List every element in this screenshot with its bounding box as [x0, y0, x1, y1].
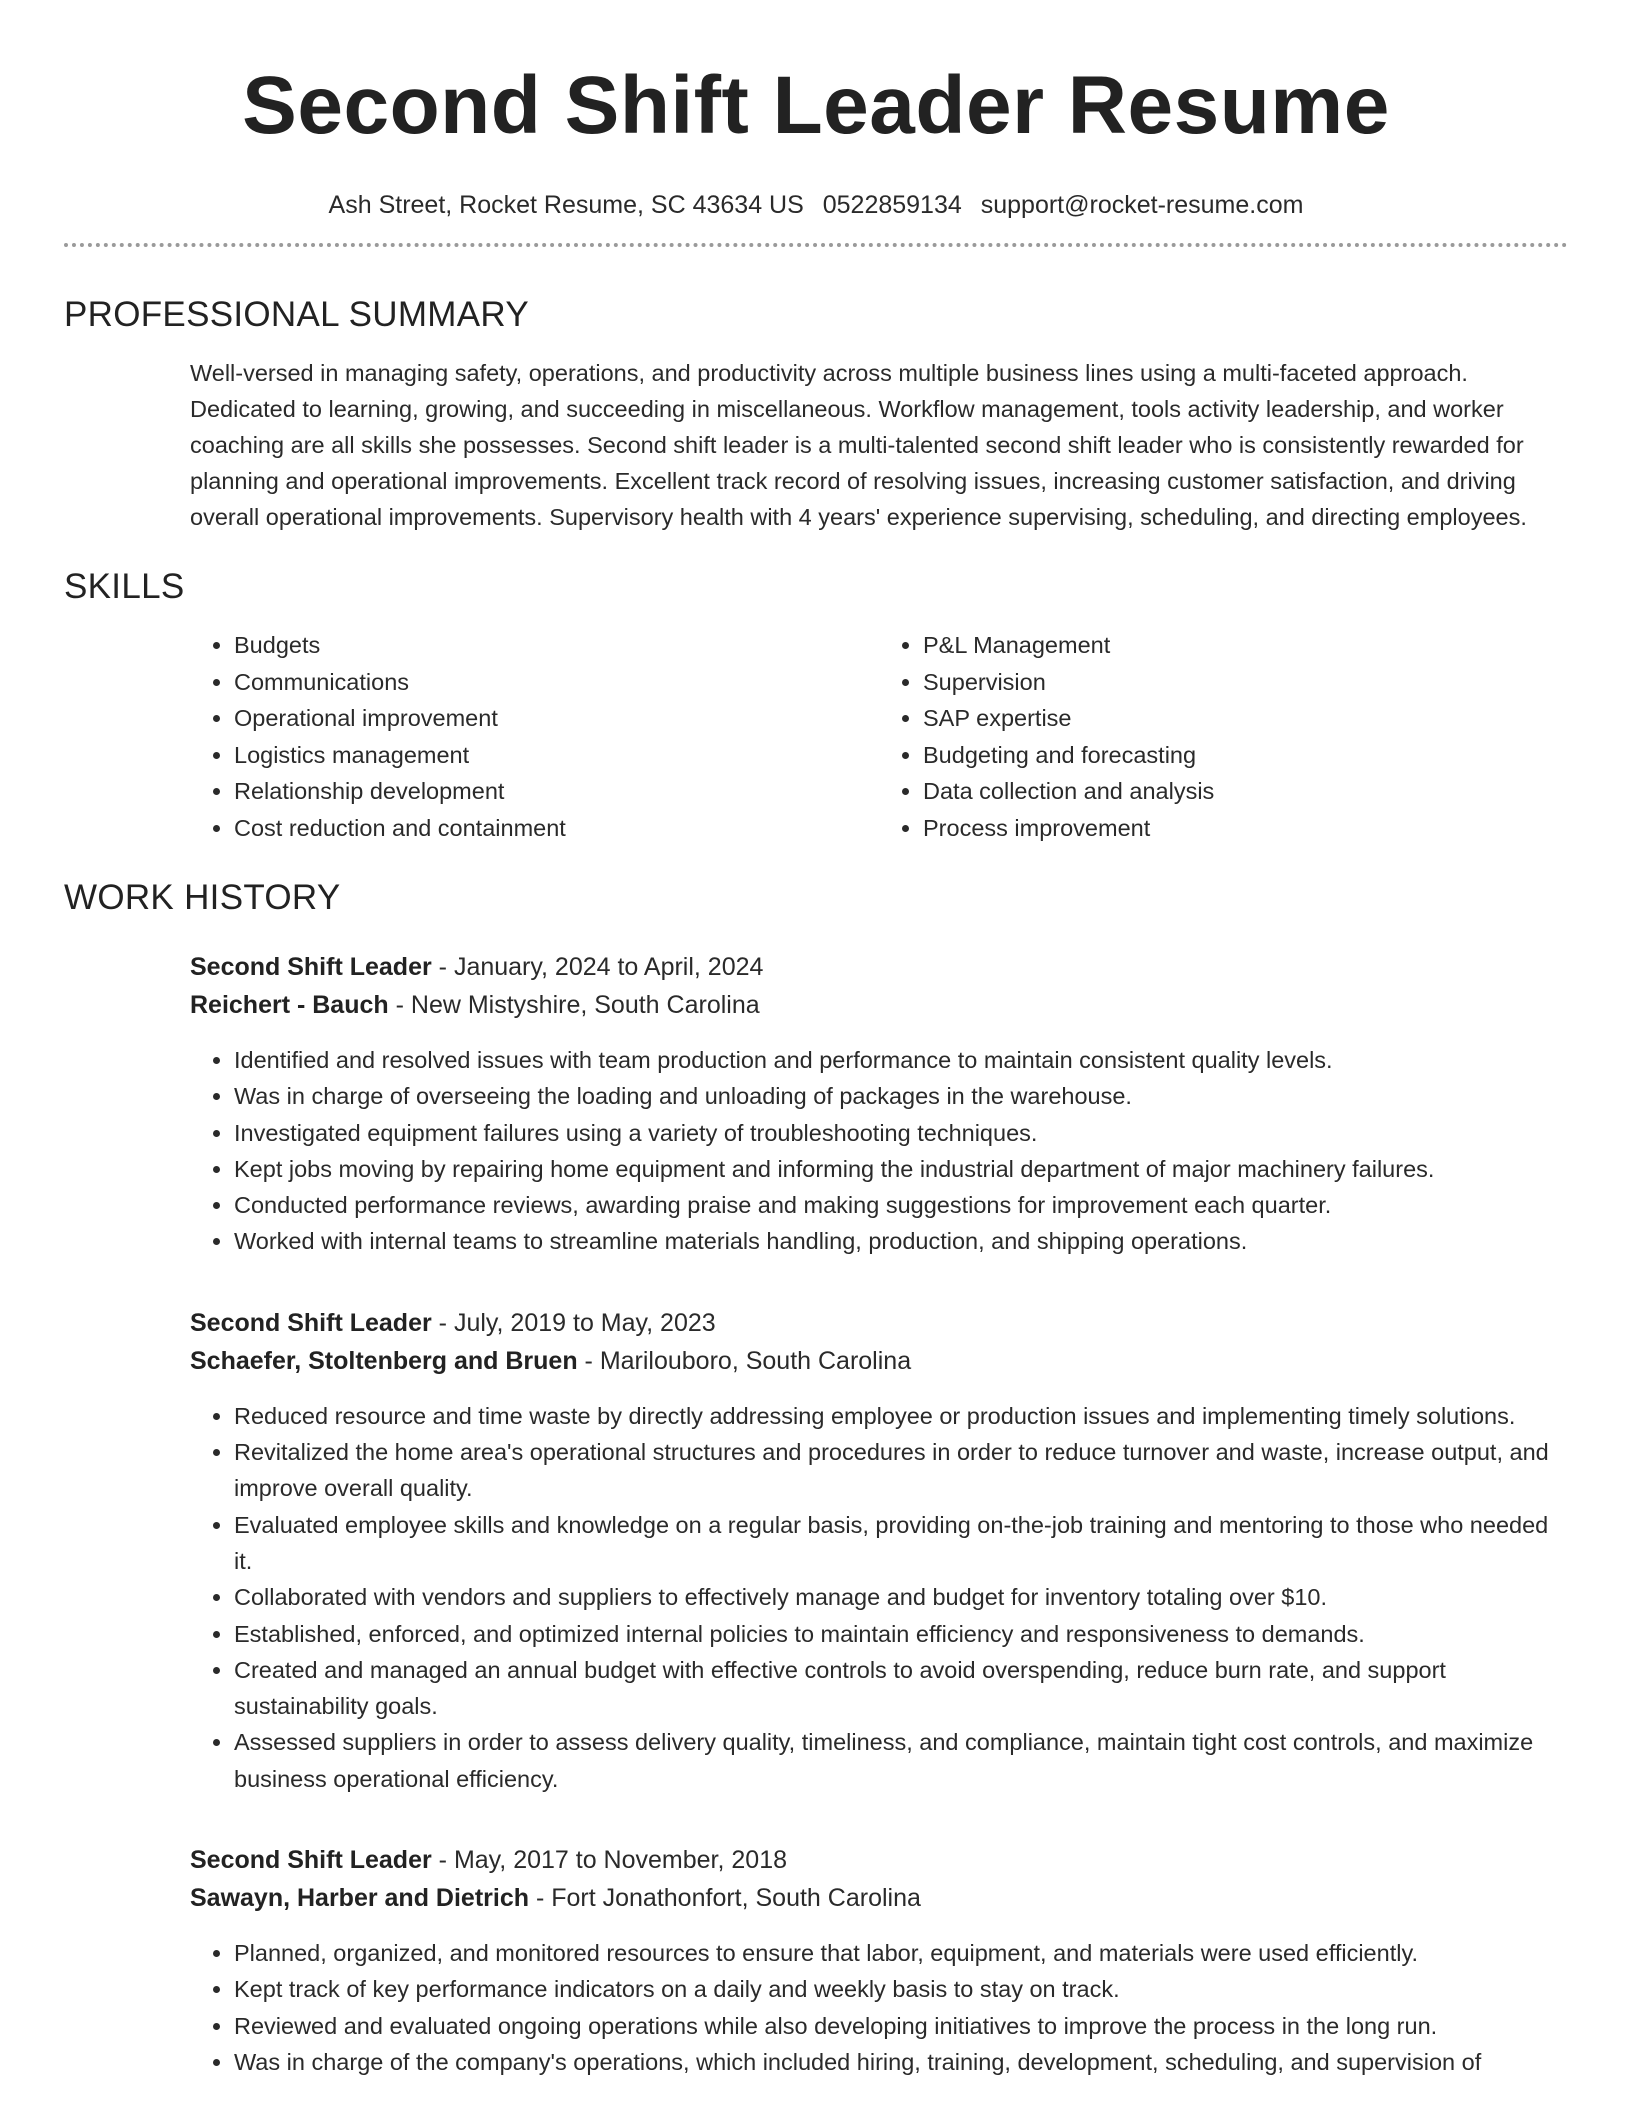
skill-item: • Budgeting and forecasting: [923, 737, 1568, 774]
skills-column-left: [190, 627, 879, 846]
skills-column-right: [879, 627, 1568, 846]
job-company-line: [190, 986, 1568, 1024]
contact-line: [64, 188, 1568, 222]
job-bullet: • Revitalized the home area's operational structures and procedures in order to reduce turnover and waste, increase output, and improve overall quality.: [234, 1434, 1568, 1507]
skill-item: • Relationship development: [234, 773, 879, 810]
job-entry: [190, 1841, 1568, 2080]
job-bullet: • Was in charge of the company's operations, which included hiring, training, development, scheduling, and supervision of: [234, 2044, 1568, 2080]
job-location: New Mistyshire, South Carolina: [410, 991, 760, 1019]
contact-address: Ash Street, Rocket Resume, SC 43634 US: [328, 191, 804, 219]
skill-item: • Logistics management: [234, 737, 879, 774]
separator: -: [577, 1346, 600, 1375]
section-title-skills: SKILLS: [64, 567, 185, 606]
skill-item: • Process improvement: [923, 810, 1568, 847]
separator: -: [431, 1846, 454, 1875]
job-company: Sawayn, Harber and Dietrich: [190, 1884, 530, 1913]
header-divider: [64, 243, 1568, 247]
job-bullet: • Worked with internal teams to streamline materials handling, production, and shipping operations.: [234, 1223, 1568, 1259]
contact-email: support@rocket-resume.com: [980, 191, 1304, 219]
job-bullet: • Established, enforced, and optimized internal policies to maintain efficiency and responsiveness to demands.: [234, 1616, 1568, 1652]
separator: -: [431, 953, 454, 981]
separator: -: [431, 1308, 454, 1337]
job-bullet: • Conducted performance reviews, awarding praise and making suggestions for improvement each quarter.: [234, 1187, 1568, 1223]
job-bullet-list: [190, 1935, 1568, 2080]
skill-item: • SAP expertise: [923, 700, 1568, 737]
job-bullet: • Was in charge of overseeing the loading and unloading of packages in the warehouse.: [234, 1078, 1568, 1114]
job-bullet: • Planned, organized, and monitored resources to ensure that labor, equipment, and materials were used efficiently.: [234, 1935, 1568, 1971]
job-company: Reichert - Bauch: [190, 991, 389, 1019]
job-bullet: • Identified and resolved issues with team production and performance to maintain consistent quality levels.: [234, 1042, 1568, 1078]
job-company: Schaefer, Stoltenberg and Bruen: [190, 1346, 578, 1375]
job-role-line: [190, 948, 1568, 986]
job-bullet: • Assessed suppliers in order to assess delivery quality, timeliness, and compliance, maintain tight cost controls, and maximize business operational efficiency.: [234, 1724, 1568, 1797]
contact-phone: 0522859134: [822, 191, 962, 219]
job-entry: [190, 948, 1568, 1260]
job-bullet: • Kept jobs moving by repairing home equipment and informing the industrial department of major machinery failures.: [234, 1151, 1568, 1187]
section-title-summary: PROFESSIONAL SUMMARY: [64, 295, 529, 334]
skills-grid: [190, 627, 1568, 846]
resume-title: Second Shift Leader Resume: [242, 60, 1390, 151]
job-role: Second Shift Leader: [190, 1308, 432, 1337]
job-role: Second Shift Leader: [190, 1846, 432, 1875]
job-location: Marilouboro, South Carolina: [599, 1346, 912, 1375]
section-title-work-history: WORK HISTORY: [64, 878, 341, 917]
job-bullet: • Kept track of key performance indicators on a daily and weekly basis to stay on track.: [234, 1971, 1568, 2007]
skill-item: • Cost reduction and containment: [234, 810, 879, 847]
summary-text: Well-versed in managing safety, operations, and productivity across multiple business lines using a multi-faceted approach. Dedicated to learning, growing, and succeeding in miscellaneous. Workflow management, tools activity leadership, and worker coaching are all skills she possesses. Second shift leader is a multi-talented second shift leader who is consistently rewarded for planning and operational improvements. Excellent track record of resolving issues, increasing customer satisfaction, and driving overall operational improvements. Supervisory health with 4 years' experience supervising, scheduling, and directing employees.: [190, 360, 1527, 530]
job-entry: [190, 1304, 1568, 1797]
skill-item: • Data collection and analysis: [923, 773, 1568, 810]
job-location: Fort Jonathonfort, South Carolina: [551, 1884, 921, 1913]
skill-item: • Budgets: [234, 627, 879, 664]
job-bullet: • Reviewed and evaluated ongoing operations while also developing initiatives to improve the process in the long run.: [234, 2008, 1568, 2044]
job-company-line: [190, 1879, 1568, 1917]
job-bullet: • Investigated equipment failures using a variety of troubleshooting techniques.: [234, 1115, 1568, 1151]
job-role-line: [190, 1841, 1568, 1879]
skill-item: • Operational improvement: [234, 700, 879, 737]
job-role-line: [190, 1304, 1568, 1342]
skill-item: • Communications: [234, 664, 879, 701]
job-bullet: • Collaborated with vendors and suppliers to effectively manage and budget for inventory totaling over $10.: [234, 1579, 1568, 1615]
job-dates: May, 2017 to November, 2018: [453, 1846, 788, 1875]
separator: -: [388, 991, 411, 1019]
skill-item: • P&L Management: [923, 627, 1568, 664]
job-bullet: • Reduced resource and time waste by directly addressing employee or production issues and implementing timely solutions.: [234, 1398, 1568, 1434]
job-role: Second Shift Leader: [190, 953, 432, 981]
job-dates: July, 2019 to May, 2023: [453, 1308, 716, 1337]
job-bullet: • Evaluated employee skills and knowledge on a regular basis, providing on-the-job training and mentoring to those who needed it.: [234, 1507, 1568, 1580]
job-bullet-list: [190, 1042, 1568, 1260]
separator: -: [529, 1884, 552, 1913]
skill-item: • Supervision: [923, 664, 1568, 701]
job-bullet-list: [190, 1398, 1568, 1797]
job-company-line: [190, 1342, 1568, 1380]
job-bullet: • Created and managed an annual budget with effective controls to avoid overspending, reduce burn rate, and support sustainability goals.: [234, 1652, 1568, 1725]
job-dates: January, 2024 to April, 2024: [453, 953, 764, 981]
